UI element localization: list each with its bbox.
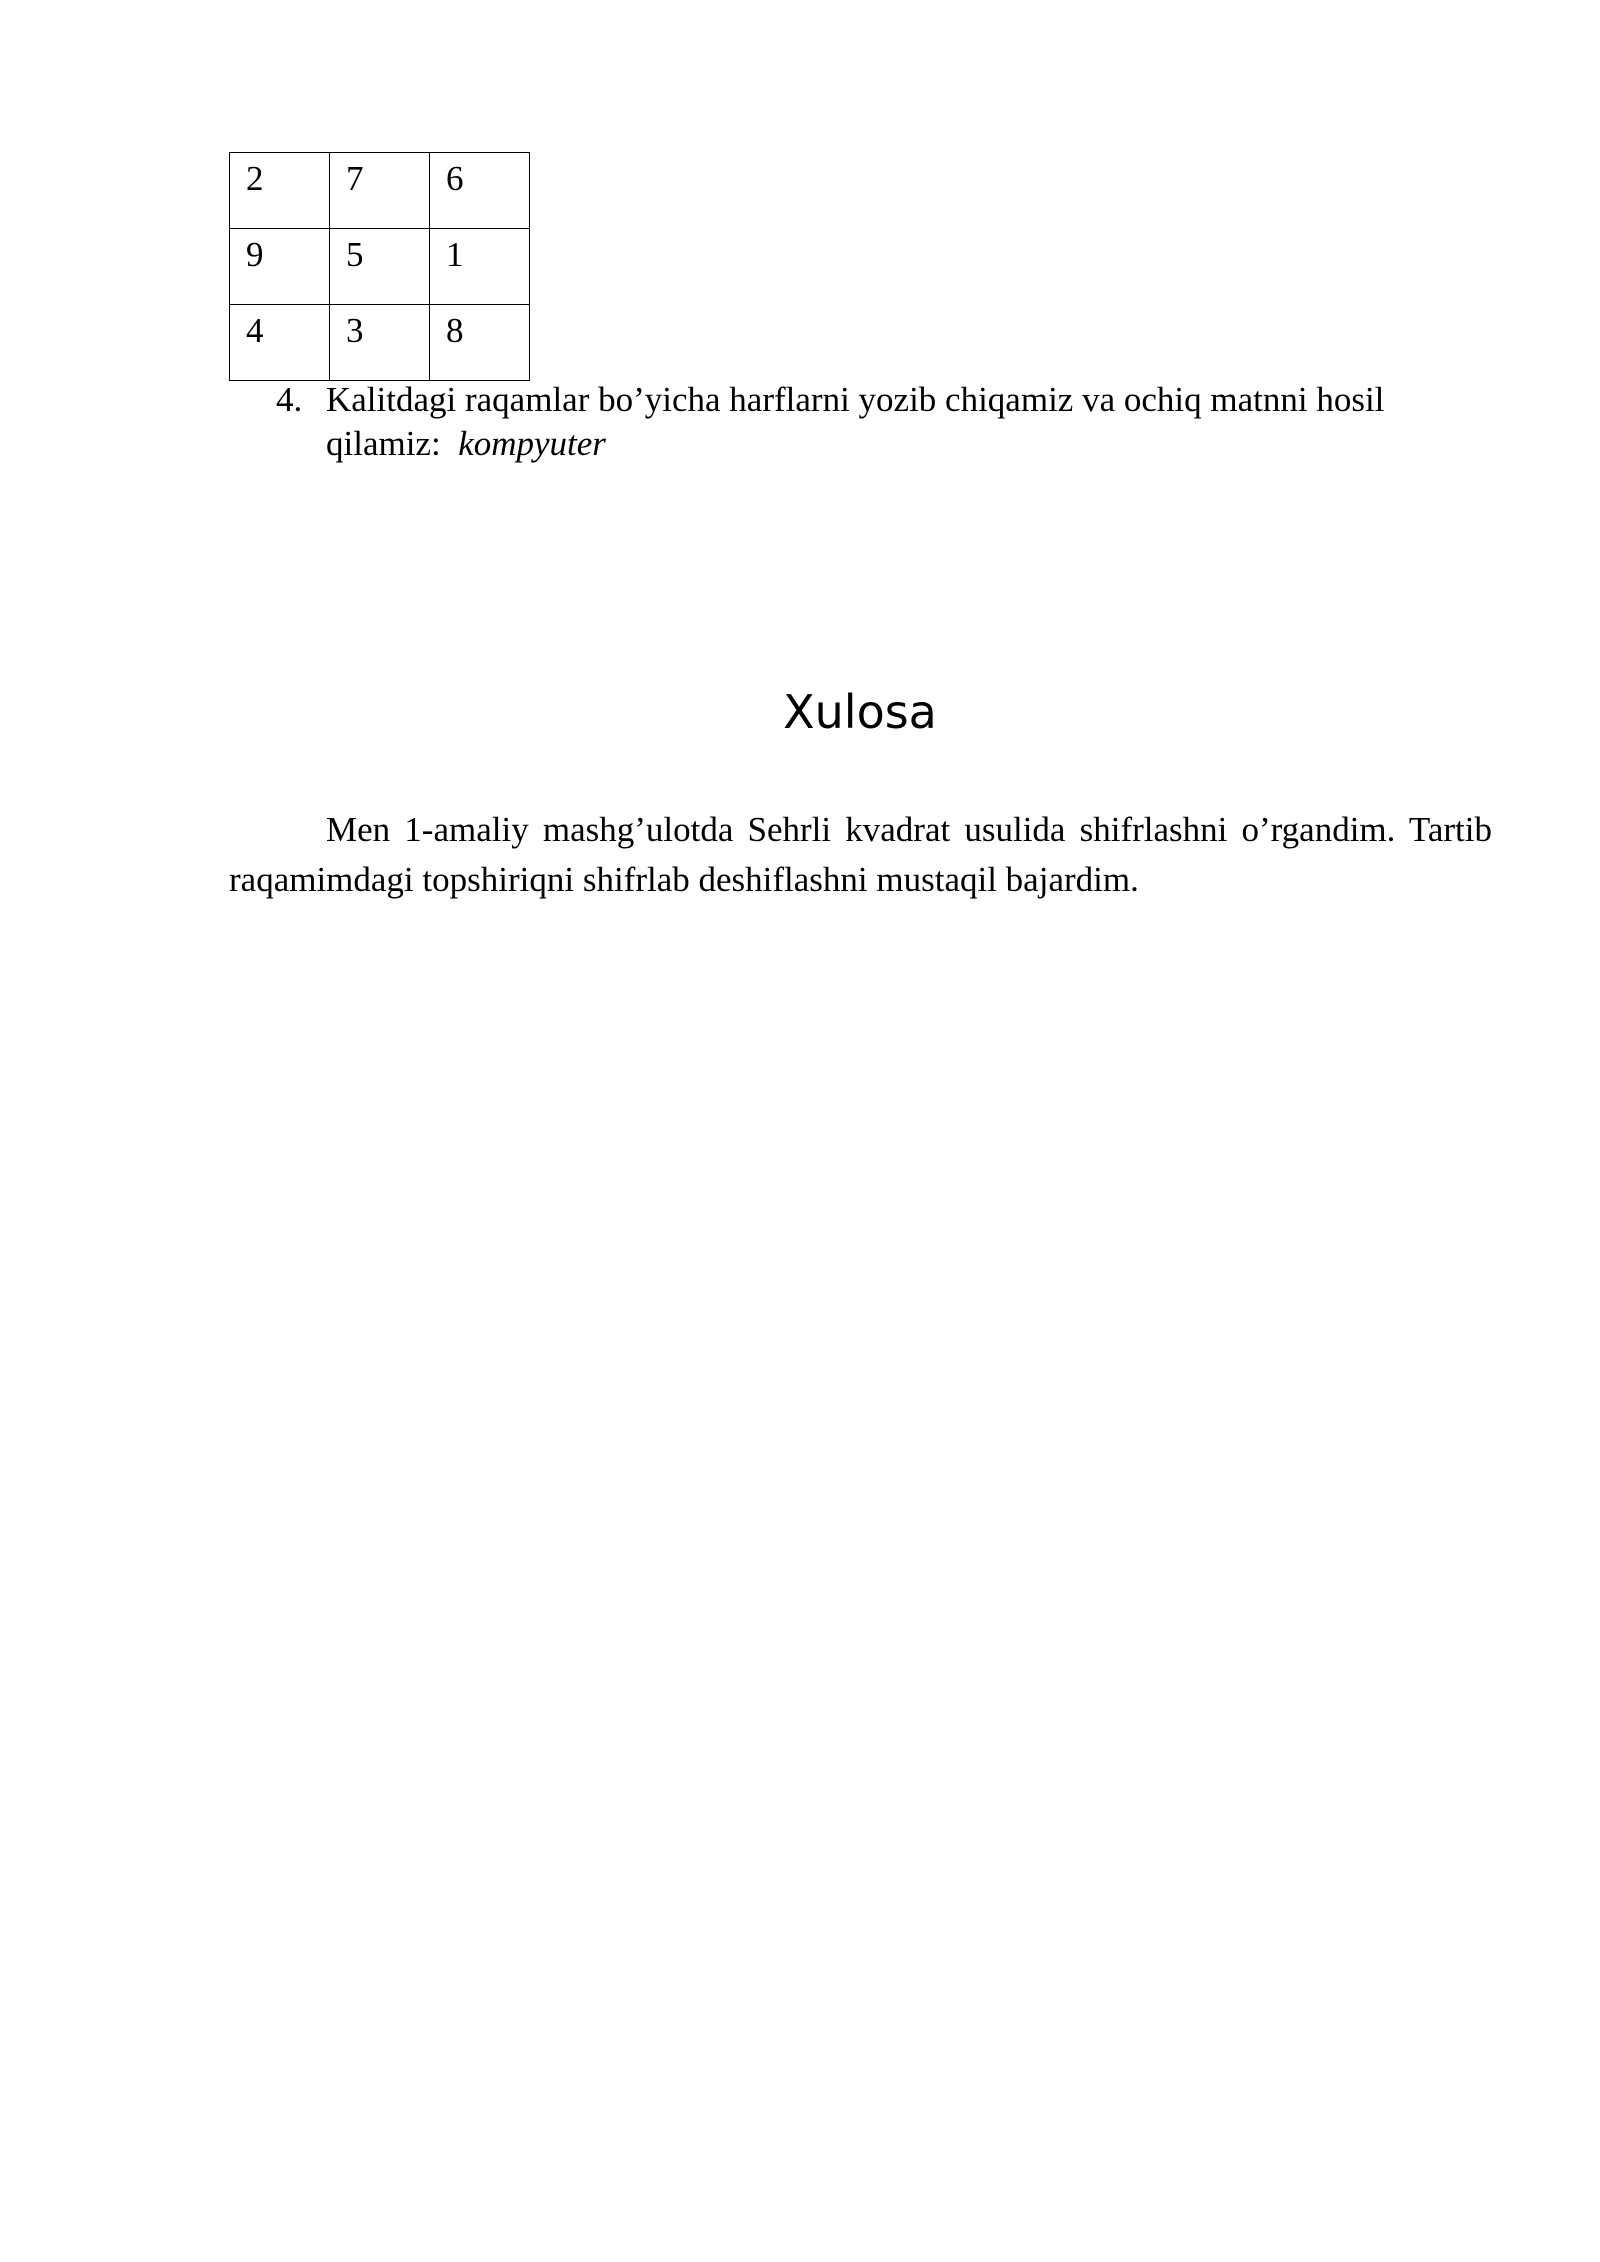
table-row (230, 305, 530, 381)
list-item-step-4 (276, 378, 1496, 466)
table-cell: 4 (230, 305, 330, 381)
table-cell: 7 (330, 153, 430, 229)
table-row (230, 229, 530, 305)
table-cell: 5 (330, 229, 430, 305)
step-instruction: Kalitdagi raqamlar bo’yicha harflarni yozib chiqamiz va ochiq matnni hosil qilamiz: (326, 380, 1385, 463)
table-cell: 3 (330, 305, 430, 381)
list-number: 4. (276, 380, 303, 419)
table-cell: 8 (430, 305, 530, 381)
table-cell: 1 (430, 229, 530, 305)
conclusion-heading: Xulosa (783, 685, 937, 739)
plaintext-answer: kompyuter (458, 424, 606, 463)
table-cell: 6 (430, 153, 530, 229)
list-item-text (326, 378, 1496, 466)
magic-square-table (229, 152, 530, 381)
table-row (230, 153, 530, 229)
table-cell: 9 (230, 229, 330, 305)
table-cell: 2 (230, 153, 330, 229)
conclusion-paragraph: Men 1-amaliy mashg’ulotda Sehrli kvadrat usulida shifrlashni o’rgandim. Tartib raqamimdagi topshiriqni shifrlab deshiflashni mustaqil bajardim. (229, 810, 1492, 899)
